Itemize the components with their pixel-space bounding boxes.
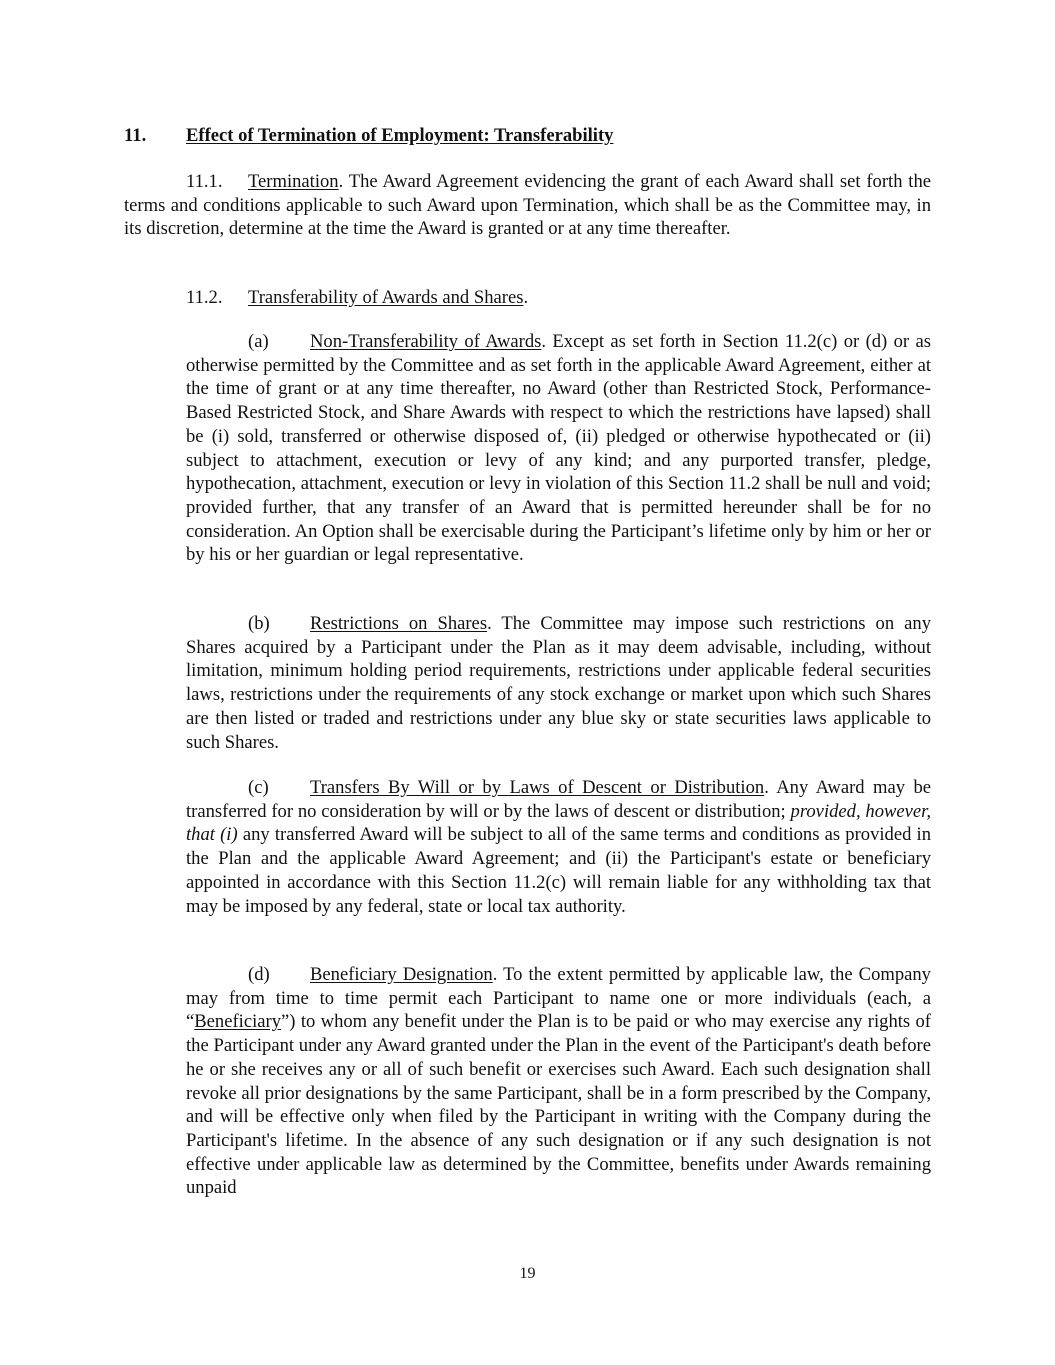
subsection-c-label: (c) [248, 777, 269, 798]
section-11-2-paragraph [124, 286, 931, 310]
section-11-1-number: 11.1. [186, 171, 223, 192]
subsection-a-title: Non-Transferability of Awards [310, 331, 542, 352]
subsection-c-text-1: . Any Award may be transferred for no consideration by will or by the laws of descent or distribution; [186, 777, 931, 822]
section-11-2-number: 11.2. [186, 287, 223, 308]
subsection-c-title: Transfers By Will or by Laws of Descent or Distribution [310, 777, 765, 798]
beneficiary-defined-term: Beneficiary [194, 1011, 281, 1033]
section-11-1-text: . The Award Agreement evidencing the grant of each Award shall set forth the terms and conditions applicable to such Award upon Termination, which shall be as the Committee may, in its discretion, determine at the time the Award is granted or at any time thereafter. [124, 171, 931, 240]
beneficiary-close-quote: ”) [281, 1011, 296, 1033]
subsection-d-label: (d) [248, 964, 270, 985]
section-11-1-paragraph [124, 170, 931, 241]
section-11-2-suffix: . [523, 287, 529, 308]
subsection-b-title: Restrictions on Shares [310, 613, 488, 634]
subsection-b-paragraph [186, 612, 931, 754]
subsection-a-text: . Except as set forth in Section 11.2(c) or (d) or as otherwise permitted by the Committee and as set forth in the applicable Award Agreement, either at the time of grant or at any time thereafter, no Award (other than Restricted Stock, Performance-Based Restricted Stock, and Share Awards with respect to which the restrictions have lapsed) shall be (i) sold, transferred or otherwise disposed of, (ii) pledged or otherwise hypothecated or (ii) subject to attachment, execution or levy of any kind; and any purported transfer, pledge, hypothecation, attachment, execution or levy in violation of this Section 11.2 shall be null and void; provided further, that any transfer of an Award that is permitted hereunder shall be for no consideration. An Option shall be exercisable during the Participant’s lifetime only by him or her or by his or her guardian or legal representative. [186, 331, 931, 566]
subsection-c-text-2: any transferred Award will be subject to all of the same terms and conditions as provided in the Plan and the applicable Award Agreement; and (ii) the Participant's estate or beneficiary appointed in accordance with this Section 11.2(c) will remain liable for any withholding tax that may be imposed by any federal, state or local tax authority. [186, 824, 932, 917]
page-number: 19 [519, 1265, 536, 1282]
subsection-b-text: . The Committee may impose such restrictions on any Shares acquired by a Participant under the Plan as it may deem advisable, including, without limitation, minimum holding period requirements, restrictions under applicable federal securities laws, restrictions under the requirements of any stock exchange or market upon which such Shares are then listed or traded and restrictions under any blue sky or state securities laws applicable to such Shares. [186, 613, 932, 753]
subsection-d-text-1: . To the extent permitted by applicable law, the Company may from time to time permit each Participant to name one or more individuals (each, a “ [186, 964, 931, 1033]
subsection-a-paragraph [186, 330, 931, 567]
section-heading [124, 124, 613, 148]
subsection-a-label: (a) [248, 331, 269, 352]
subsection-c-italic-proviso: provided, however, that (i) [186, 800, 932, 846]
subsection-d-title: Beneficiary Designation [310, 964, 493, 985]
section-number: 11. [124, 125, 147, 146]
subsection-b-label: (b) [248, 613, 270, 634]
subsection-d-text-2: to whom any benefit under the Plan is to be paid or who may exercise any rights of the Participant under any Award granted under the Plan in the event of the Participant's death before he or she receives any or all of such benefit or exercises such Award. Each such designation shall revoke all prior designations by the same Participant, shall be in a form prescribed by the Company, and will be effective only when filed by the Participant in writing with the Company during the Participant's lifetime. In the absence of any such designation or if any such designation is not effective under applicable law as determined by the Committee, benefits under Awards remaining unpaid [186, 1011, 931, 1199]
subsection-d-paragraph [186, 963, 931, 1200]
section-11-2-title: Transferability of Awards and Shares [248, 287, 524, 308]
section-11-1-title: Termination [248, 171, 339, 192]
section-title: Effect of Termination of Employment: Transferability [186, 125, 614, 146]
subsection-c-paragraph [186, 776, 931, 918]
